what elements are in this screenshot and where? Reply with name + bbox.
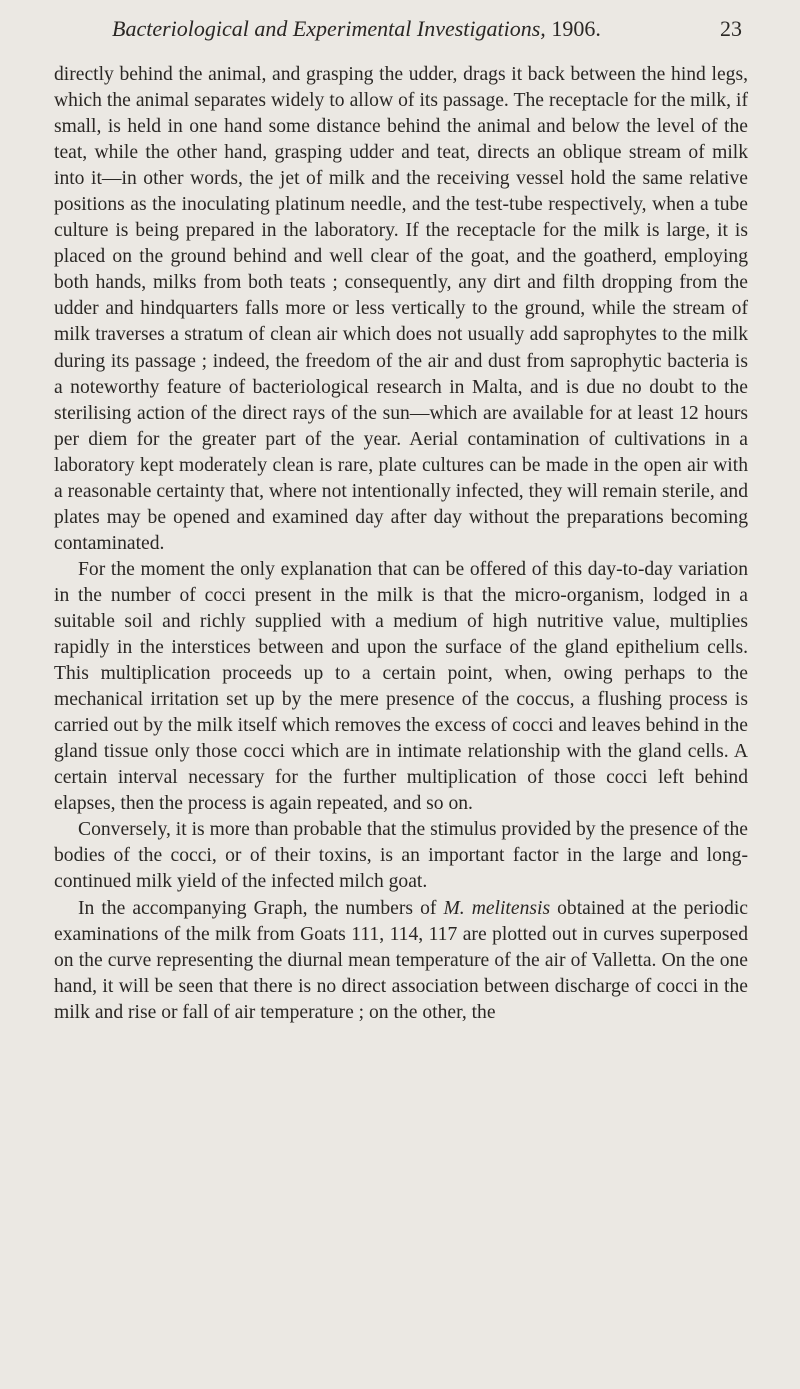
- running-head-year: 1906.: [551, 16, 601, 41]
- species-name: M. melitensis: [443, 897, 551, 919]
- body-text: [54, 62, 748, 1026]
- paragraph: directly behind the animal, and grasping the udder, drags it back between the hind legs, which the animal separates widely to allow of its passage. The receptacle for the milk, if small, is held in one hand some distance behind the animal and below the level of the teat, while the other hand, grasping udder and teat, directs an oblique stream of milk into it—in other words, the jet of milk and the receiving vessel hold the same relative positions as the inoculating platinum needle, and the test-tube respectively, when a tube culture is being prepared in the laboratory. If the receptacle for the milk is large, it is placed on the ground behind and well clear of the goat, and the goatherd, employing both hands, milks from both teats ; consequently, any dirt and filth dropping from the udder and hindquarters falls more or less vertically to the ground, while the stream of milk traverses a stratum of clean air which does not usually add saprophytes to the milk during its passage ; indeed, the freedom of the air and dust from saprophytic bacteria is a noteworthy feature of bacteriological research in Malta, and is due no doubt to the sterilising action of the direct rays of the sun—which are available for at least 12 hours per diem for the greater part of the year. Aerial contamination of cultivations in a laboratory kept moderately clean is rare, plate cultures can be made in the open air with a reasonable certainty that, where not intentionally infected, they will remain sterile, and plates may be opened and examined day after day without the preparations becoming contaminated.: [54, 64, 748, 554]
- running-head: [112, 14, 601, 44]
- page-number: 23: [720, 16, 742, 41]
- paragraph-text: In the accompanying Graph, the numbers of: [78, 897, 444, 919]
- paragraph-text: obtained at the periodic examinations of the milk from Goats 111, 114, 117 are plotted out in curves superposed on the curve representing the diurnal mean temperature of the air of Valletta. On the one hand, it will be seen that there is no direct association between discharge of cocci in the milk and rise or fall of air temperature ; on the other, the: [54, 897, 749, 1023]
- paragraph: [54, 896, 748, 1026]
- running-head-title: Bacteriological and Experimental Investigations,: [112, 16, 546, 41]
- page-header: [100, 14, 742, 44]
- paragraph: Conversely, it is more than probable that the stimulus provided by the presence of the bodies of the cocci, or of their toxins, is an important factor in the large and long-continued milk yield of the infected milch goat.: [54, 819, 748, 893]
- paragraph: For the moment the only explanation that can be offered of this day-to-day variation in the number of cocci present in the milk is that the micro-organism, lodged in a suitable soil and richly supplied with a medium of high nutritive value, multiplies rapidly in the interstices between and upon the surface of the gland epithelium cells. This multiplication proceeds up to a certain point, when, owing perhaps to the mechanical irritation set up by the mere presence of the coccus, a flushing process is carried out by the milk itself which removes the excess of cocci and leaves behind in the gland tissue only those cocci which are in intimate relationship with the gland cells. A certain interval necessary for the further multiplication of those cocci left behind elapses, then the process is again repeated, and so on.: [54, 558, 748, 815]
